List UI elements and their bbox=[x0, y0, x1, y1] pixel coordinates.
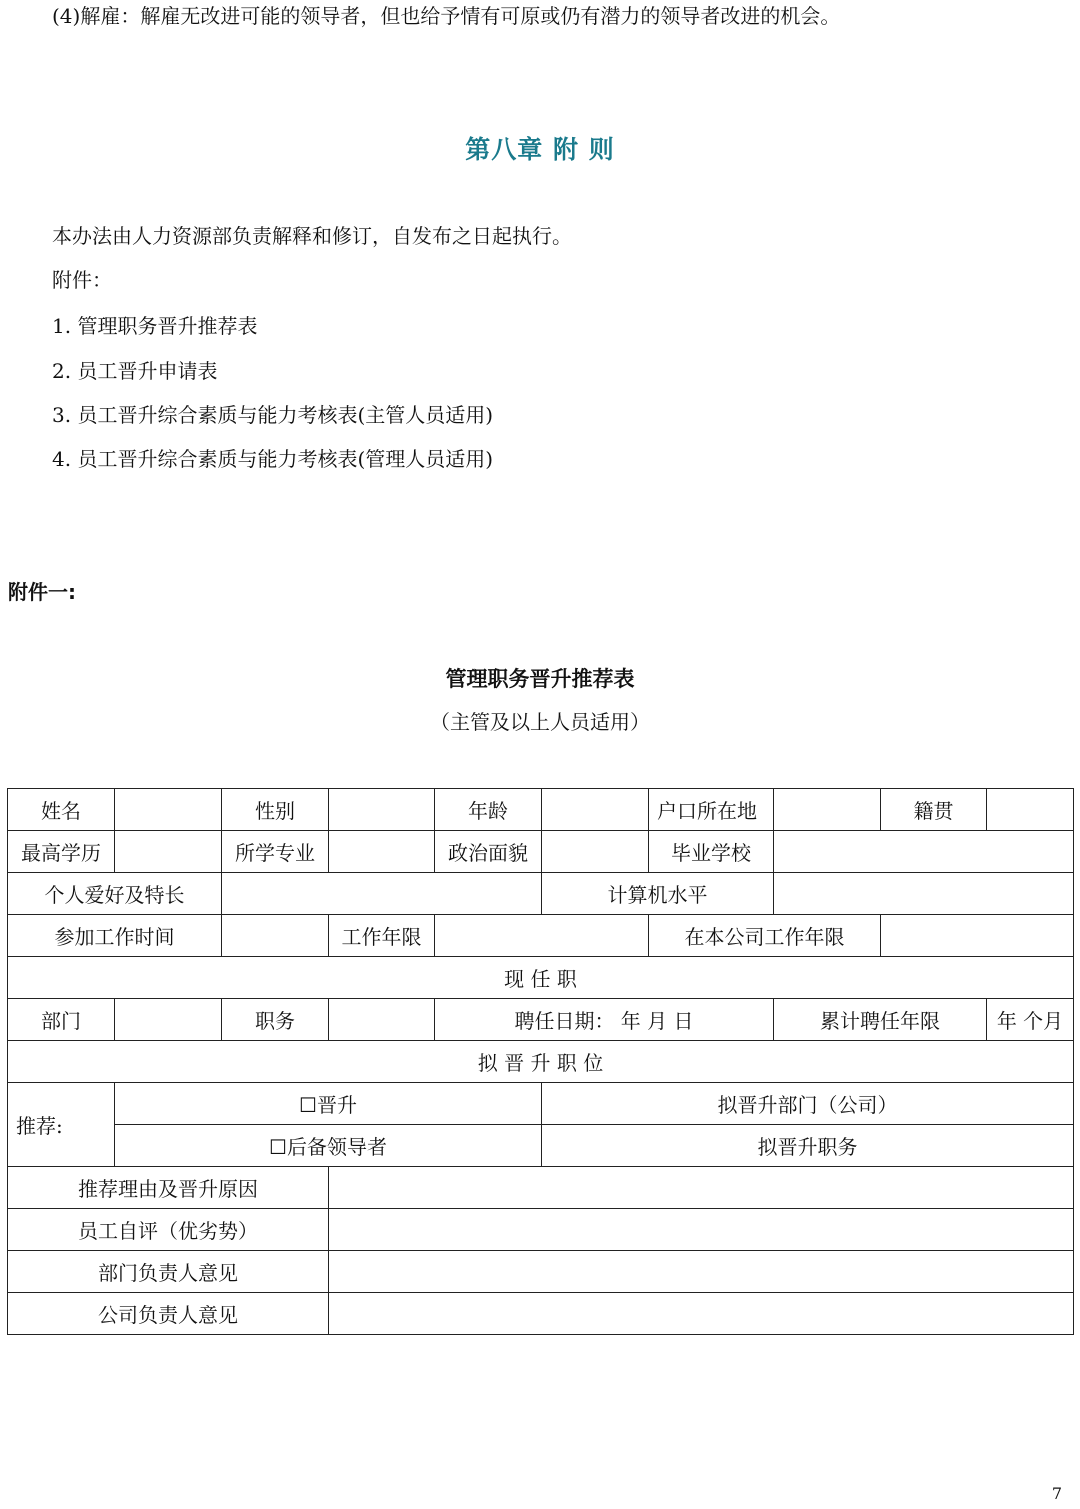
label-education: 最高学历 bbox=[8, 831, 115, 873]
label-start-work: 参加工作时间 bbox=[8, 915, 222, 957]
label-target-department: 拟晋升部门（公司） bbox=[542, 1083, 1074, 1125]
input-department[interactable] bbox=[115, 999, 222, 1041]
input-school[interactable] bbox=[774, 831, 1074, 873]
label-total-years: 累计聘任年限 bbox=[774, 999, 987, 1041]
form-row-recommend-1 bbox=[8, 1083, 1074, 1125]
attachment-item-3: 3. 员工晋升综合素质与能力考核表(主管人员适用) bbox=[52, 403, 494, 427]
page-number: 7 bbox=[1051, 1484, 1062, 1503]
input-work-years[interactable] bbox=[435, 915, 649, 957]
section-proposed-position: 拟 晋 升 职 位 bbox=[8, 1041, 1074, 1083]
section-current-position: 现 任 职 bbox=[8, 957, 1074, 999]
input-name[interactable] bbox=[115, 789, 222, 831]
form-row-current-position bbox=[8, 999, 1074, 1041]
label-company-opinion: 公司负责人意见 bbox=[8, 1293, 329, 1335]
label-native-place: 籍贯 bbox=[881, 789, 987, 831]
label-self-evaluation: 员工自评（优劣势） bbox=[8, 1209, 329, 1251]
input-hukou[interactable] bbox=[774, 789, 881, 831]
attachment-item-1: 1. 管理职务晋升推荐表 bbox=[52, 314, 258, 338]
form-subtitle: （主管及以上人员适用） bbox=[430, 710, 650, 734]
label-reason: 推荐理由及晋升原因 bbox=[8, 1167, 329, 1209]
label-company-years: 在本公司工作年限 bbox=[649, 915, 881, 957]
checkbox-promote[interactable]: ☐晋升 bbox=[115, 1083, 542, 1125]
form-row-hobbies bbox=[8, 873, 1074, 915]
input-education[interactable] bbox=[115, 831, 222, 873]
label-department: 部门 bbox=[8, 999, 115, 1041]
input-company-opinion[interactable] bbox=[329, 1293, 1074, 1335]
attachments-label: 附件： bbox=[52, 268, 112, 292]
input-start-work[interactable] bbox=[222, 915, 329, 957]
chapter-title: 第八章 附 则 bbox=[465, 135, 615, 164]
input-total-years[interactable]: 年 个月 bbox=[987, 999, 1074, 1041]
input-major[interactable] bbox=[329, 831, 435, 873]
input-reason[interactable] bbox=[329, 1167, 1074, 1209]
label-computer-level: 计算机水平 bbox=[542, 873, 774, 915]
promotion-recommendation-form bbox=[7, 788, 1074, 1335]
label-work-years: 工作年限 bbox=[329, 915, 435, 957]
intro-text-line: (4)解雇：解雇无改进可能的领导者，但也给予情有可原或仍有潜力的领导者改进的机会。 bbox=[52, 4, 841, 28]
input-age[interactable] bbox=[542, 789, 649, 831]
label-age: 年龄 bbox=[435, 789, 542, 831]
label-hobbies: 个人爱好及特长 bbox=[8, 873, 222, 915]
label-gender: 性别 bbox=[222, 789, 329, 831]
attachment-item-4: 4. 员工晋升综合素质与能力考核表(管理人员适用) bbox=[52, 447, 494, 471]
appendix-label: 附件一: bbox=[8, 580, 76, 604]
input-position[interactable] bbox=[329, 999, 435, 1041]
attachment-item-2: 2. 员工晋升申请表 bbox=[52, 359, 218, 383]
input-dept-opinion[interactable] bbox=[329, 1251, 1074, 1293]
input-gender[interactable] bbox=[329, 789, 435, 831]
form-row-company-opinion bbox=[8, 1293, 1074, 1335]
label-hukou: 户口所在地 bbox=[649, 789, 774, 831]
label-target-position: 拟晋升职务 bbox=[542, 1125, 1074, 1167]
label-political-status: 政治面貌 bbox=[435, 831, 542, 873]
input-political-status[interactable] bbox=[542, 831, 649, 873]
form-row-section-proposed bbox=[8, 1041, 1074, 1083]
form-row-work-time bbox=[8, 915, 1074, 957]
label-name: 姓名 bbox=[8, 789, 115, 831]
label-hire-date[interactable]: 聘任日期： 年 月 日 bbox=[435, 999, 774, 1041]
checkbox-reserve-leader[interactable]: ☐后备领导者 bbox=[115, 1125, 542, 1167]
input-self-evaluation[interactable] bbox=[329, 1209, 1074, 1251]
form-row-recommend-2 bbox=[8, 1125, 1074, 1167]
input-computer-level[interactable] bbox=[774, 873, 1074, 915]
input-hobbies[interactable] bbox=[222, 873, 542, 915]
input-native-place[interactable] bbox=[987, 789, 1074, 831]
form-title: 管理职务晋升推荐表 bbox=[445, 667, 635, 691]
form-row-basic-info bbox=[8, 789, 1074, 831]
body-paragraph: 本办法由人力资源部负责解释和修订，自发布之日起执行。 bbox=[52, 224, 572, 248]
label-position: 职务 bbox=[222, 999, 329, 1041]
form-row-education bbox=[8, 831, 1074, 873]
label-school: 毕业学校 bbox=[649, 831, 774, 873]
form-row-self-eval bbox=[8, 1209, 1074, 1251]
input-company-years[interactable] bbox=[881, 915, 1074, 957]
label-recommend: 推荐: bbox=[8, 1083, 115, 1167]
label-major: 所学专业 bbox=[222, 831, 329, 873]
form-row-dept-opinion bbox=[8, 1251, 1074, 1293]
label-dept-opinion: 部门负责人意见 bbox=[8, 1251, 329, 1293]
form-row-reason bbox=[8, 1167, 1074, 1209]
form-row-section-current bbox=[8, 957, 1074, 999]
